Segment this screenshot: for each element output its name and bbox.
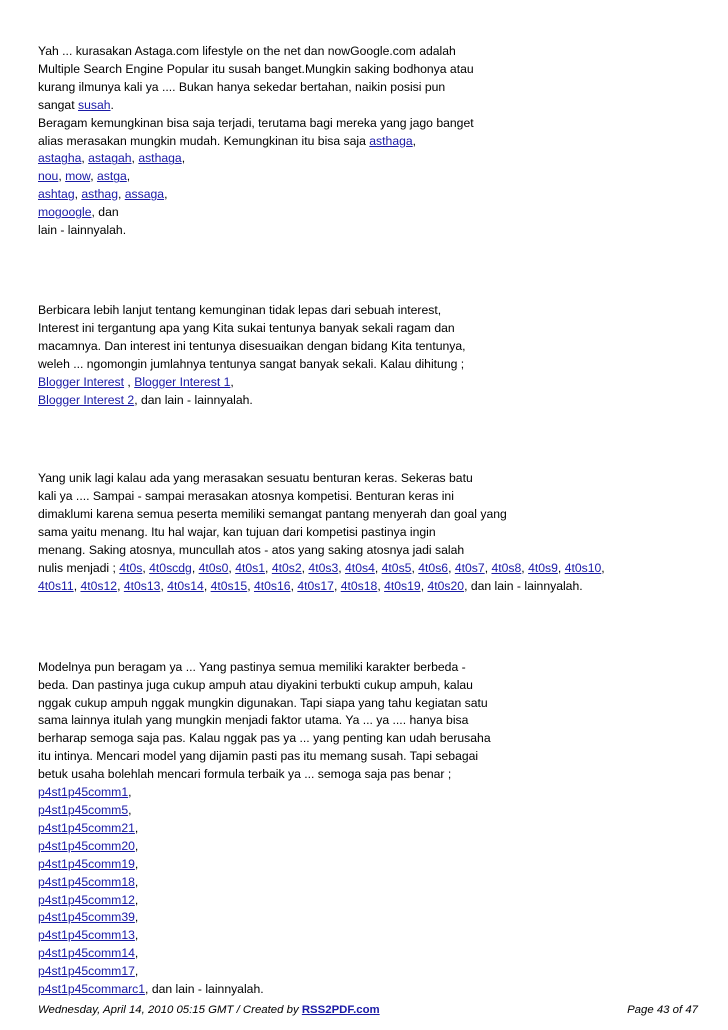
link-4t0s[interactable]: 4t0s9: [528, 560, 558, 575]
text-line: p4st1p45comm14,: [38, 946, 139, 961]
link-4t0s[interactable]: 4t0scdg: [149, 560, 192, 575]
text-line: p4st1p45comm5,: [38, 803, 132, 817]
document-body: [38, 43, 698, 999]
text-line: kurang ilmunya kali ya .... Bukan hanya sekedar bertahan, naikin posisi pun: [38, 79, 446, 94]
text-line: p4st1p45comm21,: [38, 820, 139, 835]
text-line: betuk usaha bolehlah mencari formula terbaik ya ... semoga saja pas benar ;: [38, 767, 452, 782]
link-4t0s[interactable]: 4t0s8: [491, 560, 522, 575]
paragraph-1: [38, 43, 698, 240]
link-keyword[interactable]: ashtag: [38, 187, 75, 202]
text-line: sangat susah.: [38, 97, 114, 112]
text-line: Yah ... kurasakan Astaga.com lifestyle on the net dan nowGoogle.com adalah: [38, 44, 456, 58]
link-4t0s[interactable]: 4t0s16: [253, 578, 291, 593]
text-line: p4st1p45comm13,: [38, 928, 139, 943]
text-line: Yang unik lagi kalau ada yang merasakan sesuatu benturan keras. Sekeras batu: [38, 471, 473, 486]
paragraph-gap: [38, 596, 698, 659]
text-line: itu intinya. Mencari model yang dijamin pasti pas itu memang susah. Tapi sebagai: [38, 749, 479, 764]
link-4t0s[interactable]: 4t0s7: [454, 560, 485, 575]
link-p4st1p45comm[interactable]: p4st1p45comm1: [38, 785, 129, 800]
text-line: p4st1p45commarc1, dan lain - lainnyalah.: [38, 982, 264, 997]
rss2pdf-link[interactable]: RSS2PDF.com: [301, 1004, 380, 1016]
paragraph-3: [38, 470, 698, 595]
text-line: berharap semoga saja pas. Kalau nggak pas ya ... yang penting kan udah berusaha: [38, 731, 491, 746]
link-p4st1p45comm[interactable]: p4st1p45comm5: [38, 803, 129, 817]
link-4t0s[interactable]: 4t0s19: [384, 578, 421, 593]
link-4t0s[interactable]: 4t0s2: [271, 560, 302, 575]
link-4t0s[interactable]: 4t0s15: [210, 578, 248, 593]
link-4t0s[interactable]: 4t0s1: [235, 560, 266, 575]
link-keyword[interactable]: asthaga: [138, 151, 182, 166]
link-4t0s[interactable]: 4t0s3: [308, 560, 339, 575]
text-line: p4st1p45comm12,: [38, 892, 139, 907]
link-4t0s[interactable]: 4t0s0: [198, 560, 229, 575]
link-4t0s[interactable]: 4t0s14: [167, 578, 204, 593]
text-line: p4st1p45comm17,: [38, 964, 139, 979]
link-p4st1p45comm[interactable]: p4st1p45comm14: [38, 946, 135, 961]
text-line: macamnya. Dan interest ini tentunya disesuaikan dengan bidang Kita tentunya,: [38, 338, 466, 353]
footer-created-text: Wednesday, April 14, 2010 05:15 GMT / Created by: [38, 1004, 302, 1016]
link-4t0s[interactable]: 4t0s12: [80, 578, 118, 593]
text-line: sama lainnya itulah yang mungkin menjadi faktor utama. Ya ... ya .... hanya bisa: [38, 713, 469, 728]
link-4t0s[interactable]: 4t0s13: [123, 578, 161, 593]
text-line: p4st1p45comm19,: [38, 856, 139, 871]
text-line: nulis menjadi ; 4t0s, 4t0scdg, 4t0s0, 4t0s1, 4t0s2, 4t0s3, 4t0s4, 4t0s5, 4t0s6, 4t0s7, 4t0s8, 4t0s9, 4t0s10,: [38, 560, 605, 575]
text-line: beda. Dan pastinya juga cukup ampuh atau diyakini terbukti cukup ampuh, kalau: [38, 677, 473, 692]
text-line: astagha, astagah, asthaga,: [38, 151, 186, 166]
link-4t0s[interactable]: 4t0s11: [38, 578, 74, 593]
paragraph-2: [38, 302, 698, 409]
paragraph-4: [38, 659, 698, 999]
page-footer: [38, 1003, 698, 1017]
link-keyword[interactable]: astagha: [38, 151, 82, 166]
link-4t0s[interactable]: 4t0s6: [418, 560, 449, 575]
text-line: p4st1p45comm20,: [38, 838, 139, 853]
text-line: sama yaitu menang. Itu hal wajar, kan tujuan dari kompetisi pastinya ingin: [38, 525, 436, 540]
text-line: lain - lainnyalah.: [38, 223, 127, 238]
link-4t0s[interactable]: 4t0s4: [345, 560, 375, 575]
text-line: nggak cukup ampuh nggak mungkin digunakan. Tapi siapa yang tahu kegiatan satu: [38, 695, 488, 710]
link-keyword[interactable]: assaga: [124, 187, 165, 202]
link-4t0s[interactable]: 4t0s17: [297, 578, 334, 593]
text-line: Berbicara lebih lanjut tentang kemunginan tidak lepas dari sebuah interest,: [38, 302, 442, 317]
link-p4st1p45comm[interactable]: p4st1p45comm21: [38, 820, 135, 835]
link-susah[interactable]: susah: [77, 97, 111, 112]
link-4t0s[interactable]: 4t0s18: [340, 578, 378, 593]
link-4t0s[interactable]: 4t0s20: [427, 578, 465, 593]
link-blogger-interest[interactable]: Blogger Interest: [38, 374, 125, 389]
link-4t0s[interactable]: 4t0s5: [381, 560, 412, 575]
link-p4st1p45comm[interactable]: p4st1p45comm13: [38, 928, 135, 943]
text-line: p4st1p45comm1,: [38, 785, 132, 800]
text-line: p4st1p45comm39,: [38, 910, 139, 925]
link-p4st1p45comm[interactable]: p4st1p45comm20: [38, 838, 135, 853]
text-line: 4t0s11, 4t0s12, 4t0s13, 4t0s14, 4t0s15, 4t0s16, 4t0s17, 4t0s18, 4t0s19, 4t0s20, dan lain - lainnyalah.: [38, 578, 583, 593]
text-line: ashtag, asthag, assaga,: [38, 187, 168, 202]
link-p4st1p45comm[interactable]: p4st1p45comm12: [38, 892, 135, 907]
text-line: Beragam kemungkinan bisa saja terjadi, terutama bagi mereka yang jago banget: [38, 115, 474, 130]
link-p4st1p45comm[interactable]: p4st1p45comm17: [38, 964, 135, 979]
text-line: nou, mow, astga,: [38, 169, 131, 184]
link-blogger-interest-2[interactable]: Blogger Interest 2: [38, 392, 135, 407]
link-p4st1p45commarc1[interactable]: p4st1p45commarc1: [38, 982, 146, 997]
text-line: alias merasakan mungkin mudah. Kemungkinan itu bisa saja asthaga,: [38, 133, 417, 148]
link-keyword[interactable]: asthag: [81, 187, 118, 202]
text-line: kali ya .... Sampai - sampai merasakan atosnya kompetisi. Benturan keras ini: [38, 489, 454, 504]
page-number: Page 43 of 47: [627, 1004, 698, 1016]
link-p4st1p45comm[interactable]: p4st1p45comm39: [38, 910, 135, 925]
text-line: Blogger Interest , Blogger Interest 1,: [38, 374, 234, 389]
link-mogoogle[interactable]: mogoogle: [38, 205, 92, 220]
link-keyword[interactable]: mow: [65, 169, 91, 184]
link-keyword[interactable]: astga: [96, 169, 127, 184]
text-line: weleh ... ngomongin jumlahnya tentunya sangat banyak sekali. Kalau dihitung ;: [38, 356, 465, 371]
link-asthaga[interactable]: asthaga: [369, 133, 413, 148]
link-4t0s[interactable]: 4t0s: [119, 560, 143, 575]
text-line: Interest ini tergantung apa yang Kita sukai tentunya banyak sekali ragam dan: [38, 320, 455, 335]
link-blogger-interest-1[interactable]: Blogger Interest 1: [134, 374, 231, 389]
link-p4st1p45comm[interactable]: p4st1p45comm19: [38, 856, 135, 871]
paragraph-gap: [38, 409, 698, 470]
link-p4st1p45comm[interactable]: p4st1p45comm18: [38, 874, 135, 889]
text-line: p4st1p45comm18,: [38, 874, 139, 889]
text-line: Modelnya pun beragam ya ... Yang pastinya semua memiliki karakter berbeda -: [38, 659, 466, 674]
text-line: mogoogle, dan: [38, 205, 119, 220]
text-line: dimaklumi karena semua peserta memiliki semangat pantang menyerah dan goal yang: [38, 507, 507, 522]
text-line: menang. Saking atosnya, muncullah atos - atos yang saking atosnya jadi salah: [38, 543, 465, 558]
text-line: Multiple Search Engine Popular itu susah banget.Mungkin saking bodhonya atau: [38, 61, 474, 76]
paragraph-gap: [38, 240, 698, 302]
link-keyword[interactable]: nou: [38, 169, 59, 184]
link-4t0s[interactable]: 4t0s10: [564, 560, 602, 575]
text-line: Blogger Interest 2, dan lain - lainnyalah.: [38, 392, 253, 407]
link-keyword[interactable]: astagah: [88, 151, 132, 166]
